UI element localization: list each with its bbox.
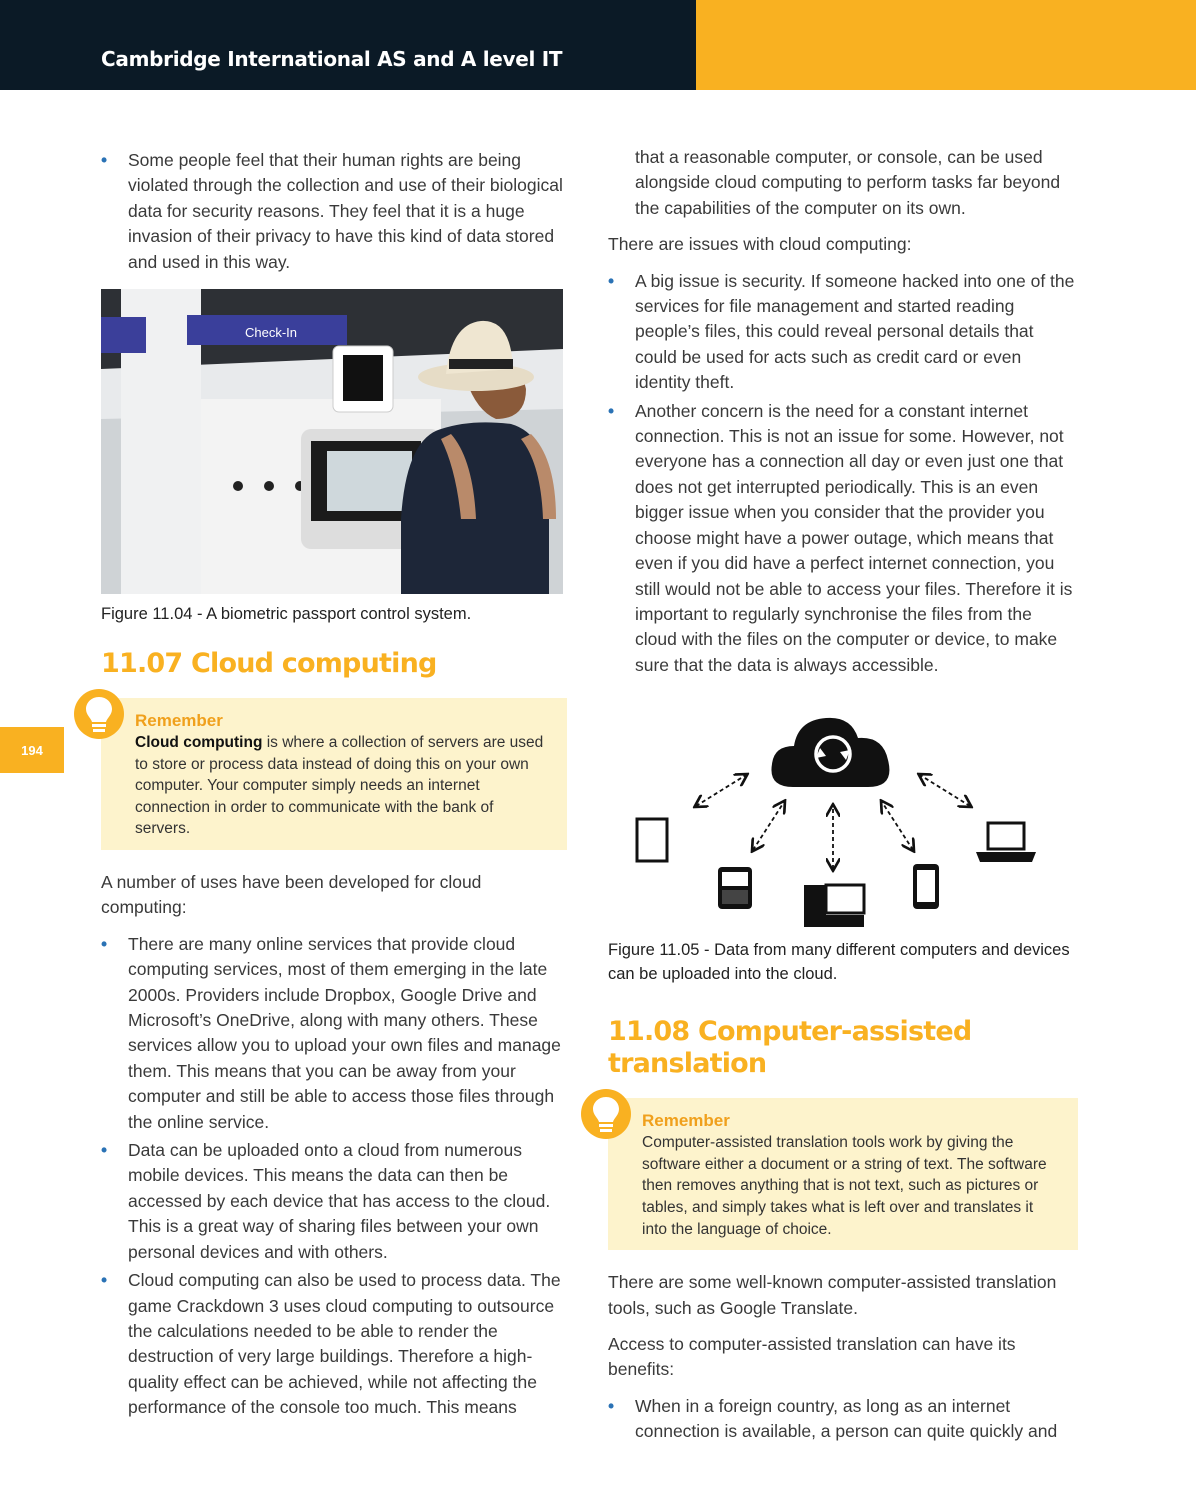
list-item: • There are many online services that provide cloud computing services, most of them emerging in the late 2000s. Providers include Dropbox, Google Drive and Microsoft’s OneDrive, along with many others. These services allow you to upload your own files and manage them. This means that you can be away from your computer and still be able to access those files through the online service.: [101, 932, 567, 1135]
header-accent: [696, 0, 1196, 90]
remember-box: [101, 698, 567, 850]
lightbulb-icon: [580, 1088, 632, 1140]
uses-list: [101, 932, 567, 1421]
paragraph: A number of uses have been developed for cloud computing:: [101, 872, 482, 918]
list-item: • Another concern is the need for a constant internet connection. This is not an issue for some. However, not everyone has a connection all day or even just one that does not get interrupted periodically. This is an even bigger issue when you consider that the provider you choose might have a power outage, which means that even if you did have a perfect internet connection, you still would not be able to access your files. Therefore it is important to regularly synchronise the files from the cloud with the files on the computer or device, to make sure that the data is always accessible.: [608, 399, 1078, 678]
page-number: 194: [0, 727, 64, 773]
photo-sign-text: Check-In: [245, 325, 298, 341]
list-item: • Some people feel that their human rights are being violated through the collection and use of their biological data for security reasons. They feel that it is a huge invasion of their privacy to have this kind of data stored and used in this way.: [101, 148, 567, 275]
privacy-list: [101, 148, 567, 275]
issues-list: [608, 269, 1078, 679]
paragraph: There are some well-known computer-assisted translation tools, such as Google Translate.: [608, 1272, 1057, 1318]
remember-box: [608, 1098, 1078, 1250]
paragraph: Access to computer-assisted translation can have its benefits:: [608, 1333, 1016, 1380]
benefits-list: [608, 1394, 1078, 1445]
list-item: • Data can be uploaded onto a cloud from numerous mobile devices. This means the data can then be accessed by each device that has access to the cloud. This is a great way of sharing files between your own personal devices and with others.: [101, 1138, 567, 1265]
remember-text: [135, 732, 547, 840]
lightbulb-icon: [73, 688, 125, 740]
remember-text: Computer-assisted translation tools work by giving the software either a document or a string of text. The software then removes anything that is not text, such as pictures or tables, and simply takes what is left over and translates it into the language of choice.: [642, 1134, 1047, 1238]
right-column: [608, 145, 1078, 1455]
list-item: • A big issue is security. If someone hacked into one of the services for file management and started reading people’s files, this could reveal personal details that could be used for acts such as credit card or even identity theft.: [608, 269, 1078, 396]
laptop-icon: [976, 823, 1036, 862]
definition: is where a collection of servers are used to store or process data instead of doing this on your own computer. Your computer simply needs an internet connection in order to communicate with the bank of servers.: [135, 734, 544, 838]
smartphone-icon: [913, 864, 939, 909]
list-item: • When in a foreign country, as long as an internet connection is available, a person can quite quickly and: [608, 1394, 1078, 1445]
phone-keyboard-icon: [718, 867, 752, 909]
section-heading: 11.07 Cloud computing: [101, 648, 437, 680]
paragraph-continuation: that a reasonable computer, or console, can be used alongside cloud computing to perform tasks far beyond the capabilities of the computer on its own.: [635, 147, 1061, 218]
section-heading: 11.08 Computer-assisted translation: [608, 1016, 972, 1080]
key-term: Cloud computing: [135, 734, 263, 752]
paragraph: There are issues with cloud computing:: [608, 234, 912, 255]
book-title: Cambridge International AS and A level IT: [101, 47, 563, 71]
left-column: [101, 148, 567, 1431]
figure-caption: Figure 11.04 - A biometric passport control system.: [101, 605, 472, 624]
biometric-passport-photo: [101, 289, 563, 594]
header-bar: [0, 0, 696, 90]
cloud-devices-diagram: [608, 702, 1078, 932]
list-item: • Cloud computing can also be used to process data. The game Crackdown 3 uses cloud computing to outsource the calculations needed to be able to render the destruction of very large buildings. Therefore a high-quality effect can be achieved, while not affecting the performance of the console too much. This means: [101, 1268, 567, 1420]
cloud-icon: [771, 718, 889, 787]
desktop-computer-icon: [804, 885, 864, 927]
remember-title: Remember: [642, 1111, 730, 1131]
tablet-icon: [637, 819, 667, 861]
remember-title: Remember: [135, 711, 223, 731]
figure-caption: Figure 11.05 - Data from many different computers and devices can be uploaded into the cloud.: [608, 941, 1070, 984]
